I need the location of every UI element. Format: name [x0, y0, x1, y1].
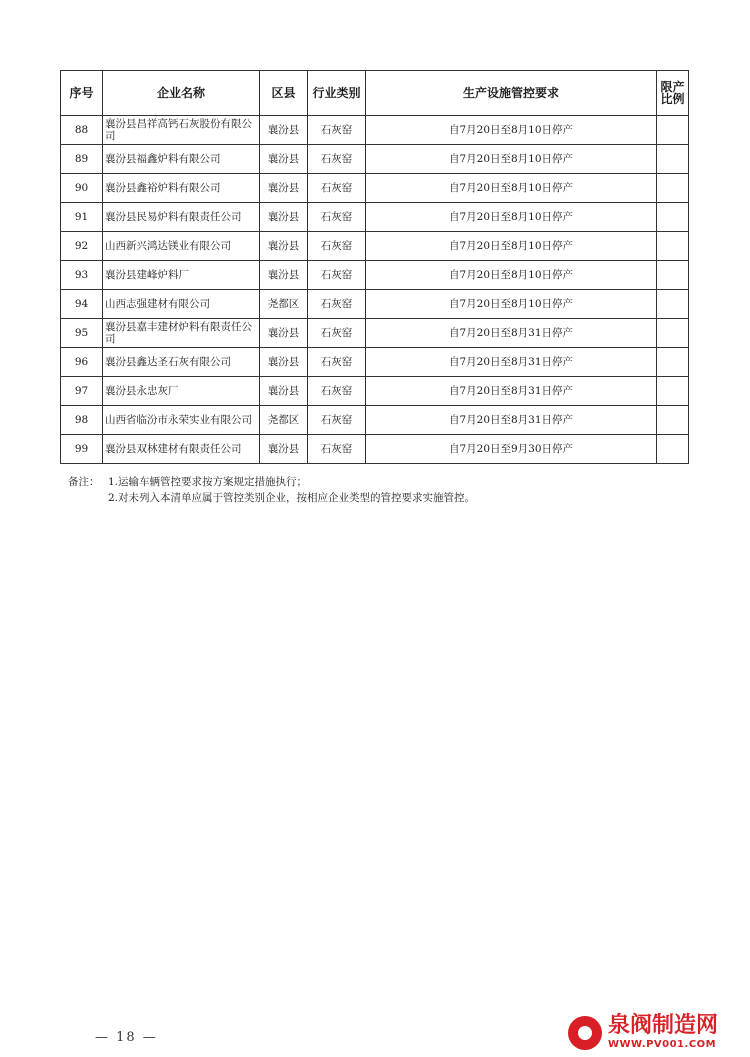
cell-no: 88 — [61, 116, 103, 145]
cell-requirement: 自7月20日至8月10日停产 — [366, 290, 657, 319]
table-row — [61, 174, 689, 203]
header-ratio: 限产比例 — [657, 71, 689, 116]
cell-no: 90 — [61, 174, 103, 203]
cell-district: 襄汾县 — [260, 348, 308, 377]
cell-industry: 石灰窑 — [308, 319, 366, 348]
table-row — [61, 377, 689, 406]
cell-requirement: 自7月20日至8月10日停产 — [366, 232, 657, 261]
site-watermark — [568, 1014, 746, 1054]
cell-industry: 石灰窑 — [308, 232, 366, 261]
cell-requirement: 自7月20日至8月10日停产 — [366, 203, 657, 232]
cell-no: 92 — [61, 232, 103, 261]
cell-district: 襄汾县 — [260, 203, 308, 232]
cell-industry: 石灰窑 — [308, 174, 366, 203]
page-number: — 18 — — [95, 1030, 158, 1045]
cell-ratio — [657, 116, 689, 145]
cell-requirement: 自7月20日至8月10日停产 — [366, 116, 657, 145]
cell-name: 襄汾县鑫裕炉料有限公司 — [103, 174, 260, 203]
cell-no: 98 — [61, 406, 103, 435]
cell-industry: 石灰窑 — [308, 406, 366, 435]
note-item: 2.对未列入本清单应属于管控类别企业，按相应企业类型的管控要求实施管控。 — [108, 492, 476, 504]
cell-industry: 石灰窑 — [308, 348, 366, 377]
cell-district: 襄汾县 — [260, 116, 308, 145]
cell-no: 97 — [61, 377, 103, 406]
cell-ratio — [657, 348, 689, 377]
cell-name: 襄汾县民易炉料有限责任公司 — [103, 203, 260, 232]
cell-ratio — [657, 261, 689, 290]
cell-name: 山西志强建材有限公司 — [103, 290, 260, 319]
cell-district: 尧都区 — [260, 406, 308, 435]
header-name: 企业名称 — [103, 71, 260, 116]
table-row — [61, 290, 689, 319]
table-row — [61, 232, 689, 261]
cell-no: 89 — [61, 145, 103, 174]
table-row — [61, 116, 689, 145]
cell-district: 襄汾县 — [260, 319, 308, 348]
header-no: 序号 — [61, 71, 103, 116]
cell-requirement: 自7月20日至8月31日停产 — [366, 348, 657, 377]
watermark-title: 泉阀制造网 — [608, 1013, 719, 1038]
table-row — [61, 435, 689, 464]
watermark-logo-icon — [568, 1016, 602, 1050]
cell-ratio — [657, 406, 689, 435]
cell-name: 山西省临汾市永荣实业有限公司 — [103, 406, 260, 435]
cell-name: 襄汾县双林建材有限责任公司 — [103, 435, 260, 464]
cell-industry: 石灰窑 — [308, 290, 366, 319]
cell-requirement: 自7月20日至9月30日停产 — [366, 435, 657, 464]
cell-no: 99 — [61, 435, 103, 464]
cell-requirement: 自7月20日至8月31日停产 — [366, 377, 657, 406]
cell-no: 94 — [61, 290, 103, 319]
cell-district: 襄汾县 — [260, 232, 308, 261]
cell-district: 襄汾县 — [260, 377, 308, 406]
cell-requirement: 自7月20日至8月10日停产 — [366, 261, 657, 290]
cell-requirement: 自7月20日至8月10日停产 — [366, 174, 657, 203]
cell-name: 山西新兴鸿达镁业有限公司 — [103, 232, 260, 261]
cell-ratio — [657, 290, 689, 319]
cell-requirement: 自7月20日至8月10日停产 — [366, 145, 657, 174]
cell-industry: 石灰窑 — [308, 435, 366, 464]
header-requirement: 生产设施管控要求 — [366, 71, 657, 116]
note-item: 1.运输车辆管控要求按方案规定措施执行； — [108, 476, 308, 488]
cell-no: 91 — [61, 203, 103, 232]
cell-ratio — [657, 203, 689, 232]
table-row — [61, 203, 689, 232]
cell-name: 襄汾县永忠灰厂 — [103, 377, 260, 406]
cell-industry: 石灰窑 — [308, 203, 366, 232]
enterprise-control-table — [60, 70, 689, 464]
table-row — [61, 406, 689, 435]
cell-district: 尧都区 — [260, 290, 308, 319]
table-row — [61, 319, 689, 348]
cell-no: 93 — [61, 261, 103, 290]
cell-name: 襄汾县福鑫炉料有限公司 — [103, 145, 260, 174]
table-row — [61, 261, 689, 290]
cell-district: 襄汾县 — [260, 435, 308, 464]
cell-industry: 石灰窑 — [308, 116, 366, 145]
cell-district: 襄汾县 — [260, 261, 308, 290]
table-header-row — [61, 71, 689, 116]
watermark-url: WWW.PV001.COM — [608, 1039, 717, 1050]
cell-requirement: 自7月20日至8月31日停产 — [366, 406, 657, 435]
cell-name: 襄汾县建峰炉料厂 — [103, 261, 260, 290]
cell-requirement: 自7月20日至8月31日停产 — [366, 319, 657, 348]
cell-ratio — [657, 145, 689, 174]
cell-no: 96 — [61, 348, 103, 377]
cell-ratio — [657, 232, 689, 261]
cell-ratio — [657, 377, 689, 406]
cell-industry: 石灰窑 — [308, 145, 366, 174]
cell-name: 襄汾县昌祥高钙石灰股份有限公司 — [103, 116, 260, 145]
cell-ratio — [657, 319, 689, 348]
header-district: 区县 — [260, 71, 308, 116]
cell-ratio — [657, 435, 689, 464]
cell-industry: 石灰窑 — [308, 261, 366, 290]
header-industry: 行业类别 — [308, 71, 366, 116]
table-row — [61, 145, 689, 174]
cell-ratio — [657, 174, 689, 203]
cell-name: 襄汾县鑫达圣石灰有限公司 — [103, 348, 260, 377]
cell-district: 襄汾县 — [260, 145, 308, 174]
cell-industry: 石灰窑 — [308, 377, 366, 406]
cell-no: 95 — [61, 319, 103, 348]
table-row — [61, 348, 689, 377]
notes-label: 备注： — [68, 476, 100, 488]
cell-name: 襄汾县嘉丰建材炉料有限责任公司 — [103, 319, 260, 348]
cell-district: 襄汾县 — [260, 174, 308, 203]
